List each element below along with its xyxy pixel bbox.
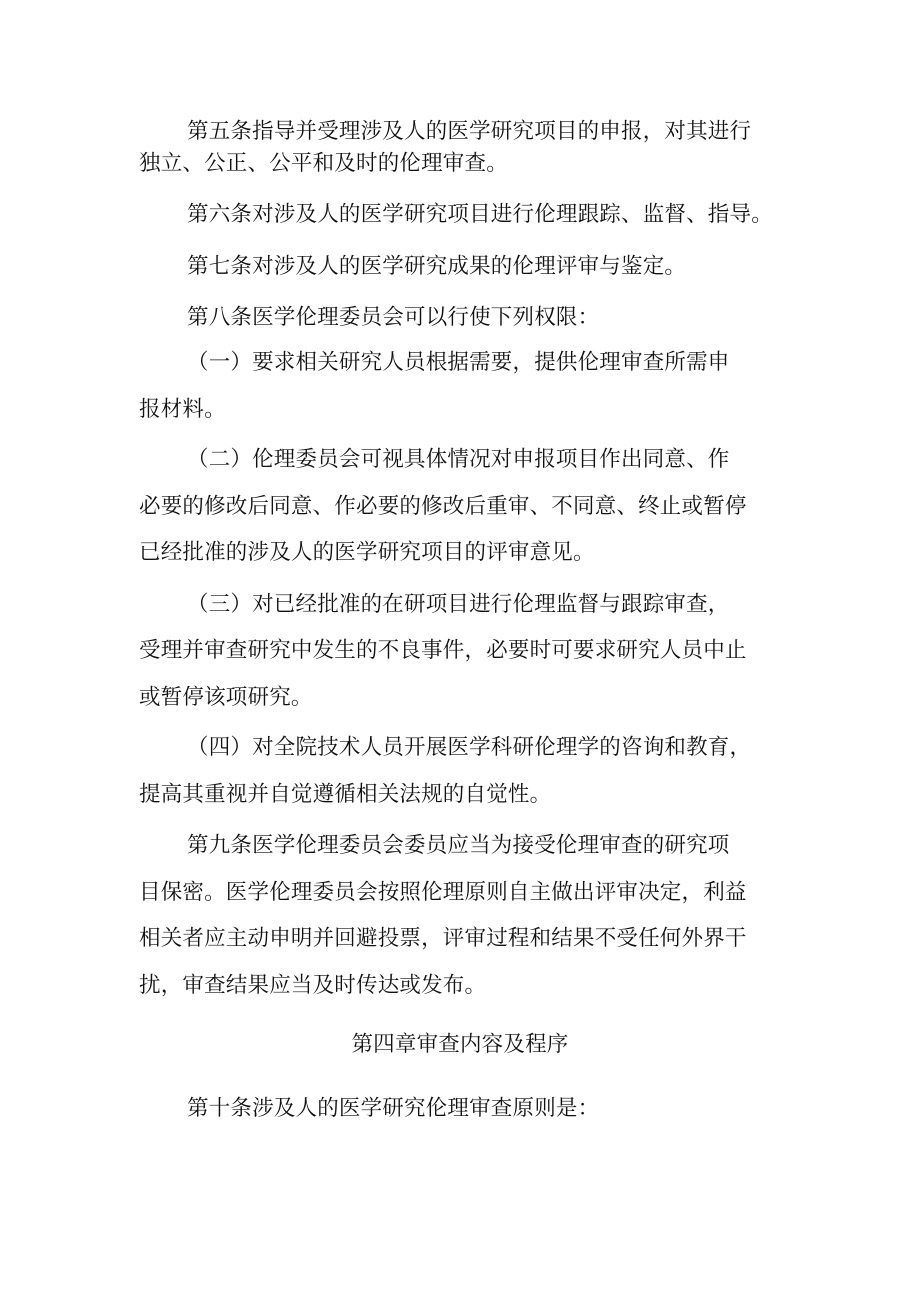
item-2-line-2: 必要的修改后同意、作必要的修改后重审、不同意、终止或暂停 bbox=[139, 494, 747, 519]
item-3-line-2: 受理并审查研究中发生的不良事件，必要时可要求研究人员中止 bbox=[139, 638, 747, 663]
item-1-line-2: 报材料。 bbox=[139, 397, 226, 422]
article-9-line-4: 扰，审查结果应当及时传达或发布。 bbox=[139, 973, 487, 998]
article-6-line-1: 第六条对涉及人的医学研究项目进行伦理跟踪、监督、指导。 bbox=[187, 202, 773, 227]
article-10-line-1: 第十条涉及人的医学研究伦理审查原则是： bbox=[187, 1096, 600, 1121]
article-9-line-3: 相关者应主动申明并回避投票，评审过程和结果不受任何外界干 bbox=[139, 926, 747, 951]
item-4-line-1: （四）对全院技术人员开展医学科研伦理学的咨询和教育， bbox=[187, 735, 752, 760]
article-7-line-1: 第七条对涉及人的医学研究成果的伦理评审与鉴定。 bbox=[187, 254, 687, 279]
article-9-line-1: 第九条医学伦理委员会委员应当为接受伦理审查的研究项 bbox=[187, 833, 730, 858]
chapter-heading: 第四章审查内容及程序 bbox=[351, 1032, 569, 1057]
article-5-line-2: 独立、公正、公平和及时的伦理审查。 bbox=[139, 151, 508, 176]
article-9-line-2: 目保密。医学伦理委员会按照伦理原则自主做出评审决定，利益 bbox=[139, 880, 747, 905]
item-2-line-1: （二）伦理委员会可视具体情况对申报项目作出同意、作 bbox=[187, 447, 730, 472]
item-1-line-1: （一）要求相关研究人员根据需要，提供伦理审查所需申 bbox=[187, 350, 730, 375]
item-3-line-3: 或暂停该项研究。 bbox=[139, 685, 313, 710]
item-4-line-2: 提高其重视并自觉遵循相关法规的自觉性。 bbox=[139, 782, 552, 807]
article-8-line-1: 第八条医学伦理委员会可以行使下列权限： bbox=[187, 305, 600, 330]
item-3-line-1: （三）对已经批准的在研项目进行伦理监督与跟踪审查， bbox=[187, 592, 730, 617]
article-5-line-1: 第五条指导并受理涉及人的医学研究项目的申报，对其进行 bbox=[187, 119, 752, 144]
item-2-line-3: 已经批准的涉及人的医学研究项目的评审意见。 bbox=[139, 540, 595, 565]
